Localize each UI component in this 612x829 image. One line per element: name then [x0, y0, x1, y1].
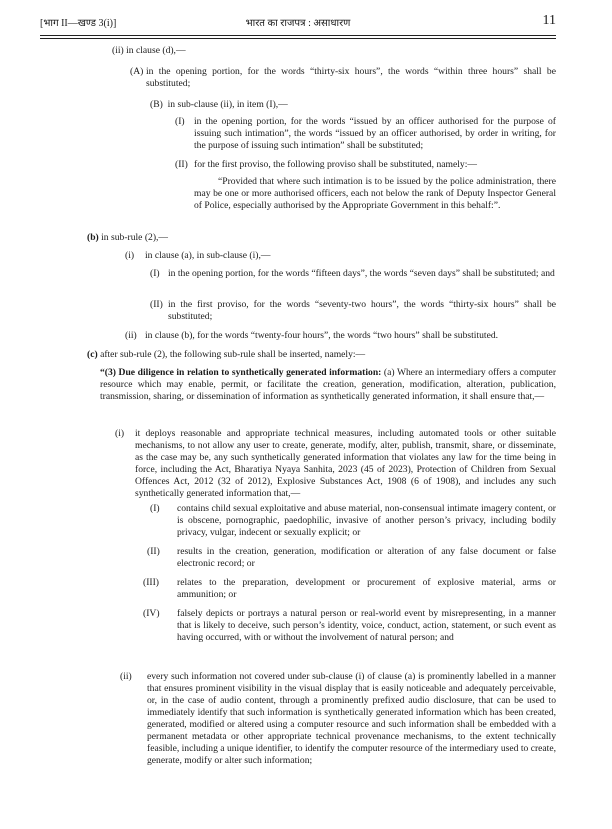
item-text: for the first proviso, the following proviso shall be substituted, namely:—: [194, 159, 477, 170]
page-number: 11: [542, 13, 556, 28]
item-text: in sub-clause (ii), in item (I),—: [167, 99, 288, 110]
clause-c-i-item: [150, 503, 556, 539]
item-label: (III): [143, 577, 159, 588]
clause-c-i-item: [143, 577, 556, 601]
item-label: (i): [125, 250, 135, 261]
page-header: [40, 13, 556, 32]
sub-rule-text: (a) Where an intermediary offers a computer resource which may enable, permit, or facilitate the creation, generation, modification, alteration, publication, transmission, sharing, or dissemination of information as synthetically generated information, it shall ensure that,—: [100, 367, 557, 402]
item-text: it deploys reasonable and appropriate technical measures, including automated tools or other suitable mechanisms, to not allow any user to create, generate, modify, alter, publish, transmit, share, or disseminate, as the case may be, any such synthetically generated information that violates any law for the time being in force, including the Act, Bharatiya Nyaya Sanhita, 2023 (45 of 2023), Protection of Children from Sexual Offences Act, 2012 (32 of 2012), Explosive Substances Act, 1908 (6 of 1908), and includes any such synthetically generated information that,—: [135, 428, 556, 499]
item-label: (I): [150, 503, 160, 514]
clause-d-ii: [112, 45, 556, 57]
item-text: in clause (a), in sub-clause (i),—: [145, 250, 271, 261]
clause-text: after sub-rule (2), the following sub-rule shall be inserted, namely:—: [100, 349, 366, 360]
clause-text: in sub-rule (2),—: [101, 232, 169, 243]
clause-text: in clause (d),—: [126, 45, 186, 56]
sub-rule-3: [100, 367, 556, 403]
clause-label: (b): [87, 232, 99, 243]
clause-b-i: [125, 250, 556, 262]
clause-d-B: [150, 99, 556, 111]
item-label: (ii): [125, 330, 137, 341]
item-label: (II): [175, 159, 188, 170]
clause-b: [87, 232, 556, 244]
item-label: (B): [150, 99, 163, 110]
item-text: results in the creation, generation, modification or alteration of any false document or false electronic record; or: [177, 546, 556, 569]
item-text: contains child sexual exploitative and abuse material, non-consensual intimate imagery content, or is obscene, pornographic, paedophilic, invasive of another person’s privacy, including bodily privacy, vulgar, indecent or sexually explicit; or: [177, 503, 556, 538]
clause-c-ii: [120, 671, 556, 779]
item-label: (A): [130, 66, 144, 77]
clause-b-i-II: [150, 299, 556, 323]
item-text: in clause (b), for the words “twenty-four hours”, the words “two hours” shall be substituted.: [145, 330, 499, 341]
clause-d-A: [130, 66, 556, 90]
clause-c-i-item: [143, 608, 556, 644]
item-text: in the opening portion, for the words “issued by an officer authorised for the purpose of issuing such intimation”, the words “issued by an officer authorised, by order in writing, for the purpose of issuing such intimation” shall be substituted;: [194, 116, 556, 151]
clause-c-i: [115, 428, 556, 512]
item-text: falsely depicts or portrays a natural person or real-world event by misrepresenting, in a manner that is likely to deceive, such person’s identity, voice, conduct, action, statement, or such event as having occurred, with or without the involvement of natural person; and: [177, 608, 556, 643]
item-label: (ii): [120, 671, 132, 682]
item-text: in the first proviso, for the words “seventy-two hours”, the words “thirty-six hours” shall be substituted;: [168, 299, 556, 322]
item-label: (IV): [143, 608, 160, 619]
clause-d-B-I: [175, 116, 556, 152]
clause-c-i-item: [147, 546, 556, 570]
header-rule: [40, 35, 556, 39]
item-label: (I): [150, 268, 160, 279]
item-text: every such information not covered under sub-clause (i) of clause (a) is prominently labelled in a manner that ensures prominent visibility in the visual display that is easily noticeable and adequately perceivable, or, in the case of audio content, through a prominently prefixed audio disclosure, that can be used to immediately identify that such information is synthetically generated information which has been created, generated, modified or altered using a computer resource and such information shall be embedded with a permanent metadata or other appropriate technical provenance mechanisms, to the extent technically feasible, including a unique identifier, to identify the computer resource of the intermediary used to create, generate, modify or alter such information;: [147, 671, 556, 766]
proviso-quote: “Provided that where such intimation is to be issued by the police administration, there may be one or more authorised officers, each not below the rank of Deputy Inspector General of Police, especially authorised by the Appropriate Government in this behalf:”.: [194, 176, 556, 211]
sub-rule-heading: “(3) Due diligence in relation to synthetically generated information:: [100, 367, 382, 378]
clause-label: (ii): [112, 45, 124, 56]
item-text: in the opening portion, for the words “thirty-six hours”, the words “within three hours” shall be substituted;: [146, 66, 556, 89]
item-label: (i): [115, 428, 125, 439]
item-label: (II): [147, 546, 160, 557]
item-label: (I): [175, 116, 185, 127]
clause-b-ii: [125, 330, 556, 342]
clause-b-i-I: [150, 268, 556, 292]
item-text: relates to the preparation, development or procurement of explosive material, arms or ammunition; or: [177, 577, 556, 600]
clause-c: [87, 349, 556, 361]
header-title: भारत का राजपत्र : असाधारण: [245, 18, 351, 29]
header-part: [भाग II—खण्ड 3(i)]: [40, 18, 117, 29]
item-label: (II): [150, 299, 163, 310]
clause-label: (c): [87, 349, 98, 360]
item-text: in the opening portion, for the words “fifteen days”, the words “seven days” shall be substituted; and: [168, 268, 555, 279]
